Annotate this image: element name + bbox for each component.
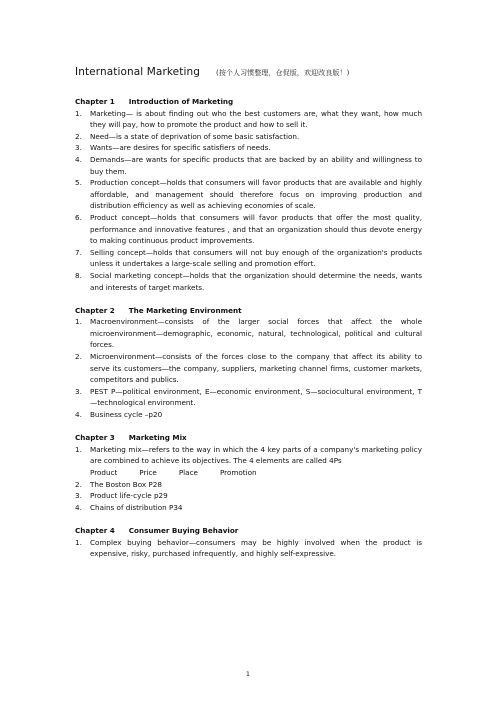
marketing-mix-element: Price <box>139 468 157 477</box>
list-item-text: Macroenvironment—consists of the larger social forces that affect the whole microenvironment—demographic, economic, natural, technological, political and cultural forces. <box>90 317 422 350</box>
section-gap <box>75 513 422 525</box>
list-item-text: Business cycle –p20 <box>90 410 163 420</box>
list-item-text: PEST P—political environment, E—economic environment, S—sociocultural environment, T—technological environment. <box>90 386 422 408</box>
list-item-number: 1. <box>75 537 82 547</box>
list-item-number: 6. <box>75 212 82 222</box>
marketing-mix-element: Promotion <box>219 468 257 477</box>
chapter-title: The Marketing Environment <box>128 305 242 315</box>
list-item-number: 7. <box>75 247 82 257</box>
section-gap <box>75 293 422 305</box>
list-item-number: 4. <box>75 502 82 512</box>
list-item-number: 4. <box>75 154 82 164</box>
document-body <box>75 96 422 560</box>
list-item <box>75 479 422 491</box>
list-item-number: 8. <box>75 270 82 280</box>
list-item-number: 1. <box>75 108 82 118</box>
list-item <box>75 247 422 270</box>
list-item <box>75 142 422 154</box>
list-item-number: 3. <box>75 143 82 153</box>
chapter-title: Marketing Mix <box>128 433 187 443</box>
list-item-text: Social marketing concept—holds that the organization should determine the needs, wants and interests of target markets. <box>90 270 422 292</box>
list-item <box>75 490 422 502</box>
list-item-text: Production concept—holds that consumers will favor products that are available and highly affordable, and management should therefore focus on improving production and distribution efficiency as well as achieving economies of scale. <box>90 178 422 211</box>
list-item-text: Product concept—holds that consumers will favor products that offer the most quality, performance and innovative features , and that an organization should thus devote energy to making continuous product improvements. <box>90 212 422 246</box>
chapter-heading <box>75 305 422 317</box>
list-item-number: 1. <box>75 444 82 454</box>
list-item-number: 1. <box>75 317 82 327</box>
chapter-title: Consumer Buying Behavior <box>128 525 239 535</box>
list-item-text: Marketing mix—refers to the way in which the 4 key parts of a company's marketing policy are combined to achieve its objectives. The 4 elements are called 4Ps <box>90 444 422 466</box>
list-item-number: 4. <box>75 410 82 420</box>
list-item <box>75 351 422 386</box>
list-item <box>75 444 422 467</box>
document-title <box>75 66 349 78</box>
marketing-mix-element: Product <box>90 468 118 477</box>
chapter-heading <box>75 525 422 537</box>
list-item-text: Selling concept—holds that consumers will not buy enough of the organization's products unless it undertakes a large-scale selling and promotion effort. <box>90 247 422 269</box>
title-note: (按个人习惯整理，仓促版，欢迎改良版！) <box>215 69 350 77</box>
list-item <box>75 316 422 351</box>
list-item-number: 2. <box>75 131 82 141</box>
list-item-text: Demands—are wants for specific products that are backed by an ability and willingness to buy them. <box>90 154 422 176</box>
list-item <box>75 537 422 560</box>
chapter-label: Chapter 1 <box>75 97 115 106</box>
chapter-heading <box>75 432 422 444</box>
list-item-text: Marketing— is about finding out who the best customers are, what they want, how much they will pay, how to promote the product and how to sell it. <box>90 108 422 130</box>
list-item-number: 5. <box>75 178 82 188</box>
list-item <box>75 131 422 143</box>
list-item-number: 2. <box>75 479 82 489</box>
marketing-mix-list <box>75 467 422 479</box>
list-item-text: The Boston Box P28 <box>90 479 162 489</box>
list-item <box>75 409 422 421</box>
list-item <box>75 177 422 212</box>
list-item-text: Wants—are desires for specific satisfiers of needs. <box>90 143 271 153</box>
list-item <box>75 212 422 247</box>
page-number: 1 <box>245 670 251 678</box>
list-item <box>75 270 422 293</box>
list-item-text: Need—is a state of deprivation of some basic satisfaction. <box>90 131 300 141</box>
chapter-title: Introduction of Marketing <box>128 97 234 106</box>
list-item <box>75 154 422 177</box>
list-item <box>75 108 422 131</box>
list-item-text: Product life-cycle p29 <box>90 491 168 501</box>
list-item-text: Microenvironment—consists of the forces close to the company that affect its ability to serve its customers—the company, suppliers, marketing channel firms, customer markets, competitors and publics. <box>90 352 422 385</box>
marketing-mix-element: Place <box>178 468 198 477</box>
title-text: International Marketing <box>75 66 200 78</box>
list-item-text: Complex buying behavior—consumers may be highly involved when the product is expensive, risky, purchased infrequently, and highly self-expressive. <box>90 537 422 559</box>
chapter-label: Chapter 4 <box>75 525 115 535</box>
list-item <box>75 502 422 514</box>
list-item-number: 2. <box>75 352 82 362</box>
list-item <box>75 386 422 409</box>
chapter-label: Chapter 2 <box>75 305 115 315</box>
list-item-text: Chains of distribution P34 <box>90 502 183 512</box>
list-item-number: 3. <box>75 386 82 396</box>
list-item-number: 3. <box>75 491 82 501</box>
chapter-heading <box>75 96 422 108</box>
section-gap <box>75 421 422 433</box>
chapter-label: Chapter 3 <box>75 433 115 443</box>
